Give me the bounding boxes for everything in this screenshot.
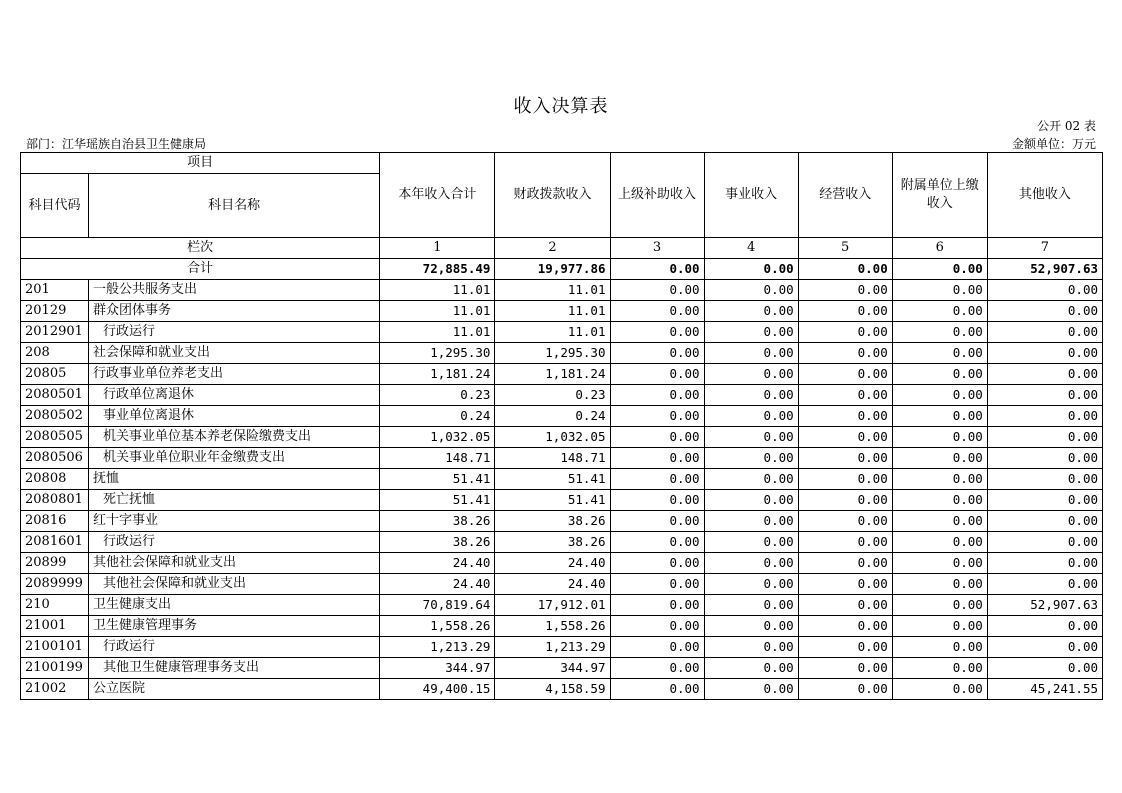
amount-cell: 0.00: [704, 532, 798, 553]
subject-code: 2080506: [21, 448, 89, 469]
amount-unit-label: 金额单位：万元: [1011, 137, 1096, 151]
amount-cell: 0.00: [987, 385, 1102, 406]
subject-name: 行政运行: [89, 532, 380, 553]
amount-cell: 0.00: [704, 322, 798, 343]
amount-cell: 0.00: [704, 280, 798, 301]
col-header-superior-subsidy: 上级补助收入: [610, 153, 704, 238]
amount-cell: 11.01: [380, 322, 495, 343]
amount-cell: 1,558.26: [380, 616, 495, 637]
amount-cell: 0.00: [798, 574, 892, 595]
amount-cell: 0.00: [704, 448, 798, 469]
amount-cell: 0.00: [987, 490, 1102, 511]
subject-code: 20816: [21, 511, 89, 532]
amount-cell: 0.00: [610, 322, 704, 343]
amount-cell: 0.00: [798, 658, 892, 679]
amount-cell: 0.00: [987, 364, 1102, 385]
subject-name: 公立医院: [89, 679, 380, 700]
amount-cell: 0.00: [798, 553, 892, 574]
subject-name: 其他卫生健康管理事务支出: [89, 658, 380, 679]
table-row: [21, 595, 1103, 616]
amount-cell: 148.71: [380, 448, 495, 469]
amount-cell: 0.00: [704, 553, 798, 574]
amount-cell: 11.01: [495, 322, 610, 343]
form-number: 公开 02 表: [1037, 119, 1096, 133]
amount-cell: 148.71: [495, 448, 610, 469]
total-value: 72,885.49: [380, 259, 495, 280]
amount-cell: 0.00: [798, 280, 892, 301]
amount-cell: 0.00: [798, 427, 892, 448]
table-row: [21, 280, 1103, 301]
amount-cell: 0.00: [610, 343, 704, 364]
amount-cell: 24.40: [380, 553, 495, 574]
amount-cell: 0.00: [987, 574, 1102, 595]
subject-name: 机关事业单位基本养老保险缴费支出: [89, 427, 380, 448]
amount-cell: 0.00: [610, 511, 704, 532]
amount-cell: 0.00: [892, 637, 987, 658]
table-row: [21, 406, 1103, 427]
table-row: [21, 322, 1103, 343]
amount-cell: 0.00: [798, 616, 892, 637]
amount-cell: 4,158.59: [495, 679, 610, 700]
amount-cell: 24.40: [495, 574, 610, 595]
amount-cell: 0.00: [610, 280, 704, 301]
amount-cell: 0.00: [610, 427, 704, 448]
subject-code: 2100101: [21, 637, 89, 658]
amount-cell: 0.00: [610, 595, 704, 616]
amount-cell: 0.00: [798, 385, 892, 406]
amount-cell: 0.00: [798, 490, 892, 511]
amount-cell: 0.00: [987, 448, 1102, 469]
amount-cell: 0.00: [704, 385, 798, 406]
amount-cell: 0.00: [610, 574, 704, 595]
amount-cell: 0.00: [892, 658, 987, 679]
amount-cell: 17,912.01: [495, 595, 610, 616]
amount-cell: 1,295.30: [495, 343, 610, 364]
subject-name: 一般公共服务支出: [89, 280, 380, 301]
amount-cell: 0.00: [610, 406, 704, 427]
amount-cell: 11.01: [495, 301, 610, 322]
subject-name: 卫生健康支出: [89, 595, 380, 616]
table-row: [21, 343, 1103, 364]
amount-cell: 0.00: [892, 553, 987, 574]
amount-cell: 1,181.24: [380, 364, 495, 385]
table-row: [21, 658, 1103, 679]
amount-cell: 38.26: [380, 532, 495, 553]
amount-cell: 1,213.29: [380, 637, 495, 658]
amount-cell: 0.00: [704, 616, 798, 637]
amount-cell: 38.26: [495, 511, 610, 532]
amount-cell: 0.00: [798, 322, 892, 343]
column-index: 7: [987, 238, 1102, 259]
subject-code: 210: [21, 595, 89, 616]
amount-cell: 0.00: [704, 658, 798, 679]
amount-cell: 344.97: [495, 658, 610, 679]
subject-code: 2012901: [21, 322, 89, 343]
amount-cell: 0.00: [892, 595, 987, 616]
amount-cell: 38.26: [495, 532, 610, 553]
amount-cell: 1,181.24: [495, 364, 610, 385]
amount-cell: 0.00: [798, 343, 892, 364]
amount-cell: 0.00: [892, 448, 987, 469]
amount-cell: 1,558.26: [495, 616, 610, 637]
amount-cell: 0.00: [892, 532, 987, 553]
amount-cell: 0.00: [987, 280, 1102, 301]
amount-cell: 0.00: [798, 532, 892, 553]
amount-cell: 0.24: [495, 406, 610, 427]
subject-name: 社会保障和就业支出: [89, 343, 380, 364]
subject-code: 2080501: [21, 385, 89, 406]
amount-cell: 0.00: [798, 511, 892, 532]
amount-cell: 0.00: [610, 364, 704, 385]
amount-cell: 0.00: [704, 406, 798, 427]
amount-cell: 0.00: [610, 490, 704, 511]
amount-cell: 0.00: [987, 553, 1102, 574]
subject-name: 其他社会保障和就业支出: [89, 553, 380, 574]
subject-code: 208: [21, 343, 89, 364]
subject-name: 机关事业单位职业年金缴费支出: [89, 448, 380, 469]
subject-name: 行政运行: [89, 637, 380, 658]
col-header-business-income: 事业收入: [704, 153, 798, 238]
amount-cell: 0.00: [798, 406, 892, 427]
amount-cell: 0.00: [892, 469, 987, 490]
amount-cell: 0.00: [610, 679, 704, 700]
department-label: 部门：江华瑶族自治县卫生健康局: [26, 137, 207, 151]
table-row: [21, 427, 1103, 448]
amount-cell: 0.00: [610, 553, 704, 574]
column-index: 2: [495, 238, 610, 259]
amount-cell: 0.00: [704, 637, 798, 658]
amount-cell: 0.00: [987, 532, 1102, 553]
page-title: 收入决算表: [513, 96, 609, 117]
subject-code: 2080801: [21, 490, 89, 511]
subject-code: 2089999: [21, 574, 89, 595]
total-label: 合计: [21, 259, 380, 280]
col-header-other-income: 其他收入: [987, 153, 1102, 238]
subject-code: 2081601: [21, 532, 89, 553]
amount-cell: 1,032.05: [380, 427, 495, 448]
code-header: 科目代码: [21, 174, 89, 238]
amount-cell: 0.00: [610, 448, 704, 469]
amount-cell: 0.00: [987, 616, 1102, 637]
subject-code: 2080502: [21, 406, 89, 427]
amount-cell: 0.00: [892, 280, 987, 301]
amount-cell: 0.00: [987, 658, 1102, 679]
table-row: [21, 469, 1103, 490]
project-header: 项目: [21, 153, 380, 174]
amount-cell: 0.24: [380, 406, 495, 427]
table-row: [21, 637, 1103, 658]
table-row: [21, 364, 1103, 385]
amount-cell: 0.00: [798, 364, 892, 385]
amount-cell: 0.00: [704, 490, 798, 511]
amount-cell: 0.00: [892, 385, 987, 406]
amount-cell: 0.00: [987, 427, 1102, 448]
subject-code: 2080505: [21, 427, 89, 448]
subject-name: 行政单位离退休: [89, 385, 380, 406]
amount-cell: 0.00: [987, 343, 1102, 364]
subject-code: 21002: [21, 679, 89, 700]
amount-cell: 52,907.63: [987, 595, 1102, 616]
amount-cell: 0.00: [798, 637, 892, 658]
amount-cell: 51.41: [380, 490, 495, 511]
amount-cell: 49,400.15: [380, 679, 495, 700]
amount-cell: 0.00: [987, 406, 1102, 427]
amount-cell: 0.00: [798, 301, 892, 322]
total-value: 52,907.63: [987, 259, 1102, 280]
amount-cell: 0.00: [798, 595, 892, 616]
table-row: [21, 616, 1103, 637]
amount-cell: 51.41: [380, 469, 495, 490]
subject-name: 群众团体事务: [89, 301, 380, 322]
amount-cell: 1,213.29: [495, 637, 610, 658]
amount-cell: 0.00: [892, 574, 987, 595]
total-value: 19,977.86: [495, 259, 610, 280]
amount-cell: 0.00: [892, 511, 987, 532]
total-value: 0.00: [892, 259, 987, 280]
total-value: 0.00: [704, 259, 798, 280]
amount-cell: 0.00: [892, 616, 987, 637]
amount-cell: 0.00: [798, 448, 892, 469]
subject-name: 抚恤: [89, 469, 380, 490]
amount-cell: 0.00: [704, 679, 798, 700]
amount-cell: 0.00: [704, 574, 798, 595]
amount-cell: 0.00: [987, 637, 1102, 658]
subject-code: 20805: [21, 364, 89, 385]
amount-cell: 11.01: [495, 280, 610, 301]
amount-cell: 0.00: [892, 679, 987, 700]
column-index: 5: [798, 238, 892, 259]
amount-cell: 0.00: [610, 637, 704, 658]
amount-cell: 0.00: [892, 322, 987, 343]
col-header-affiliated-remittance: 附属单位上缴收入: [892, 153, 987, 238]
amount-cell: 344.97: [380, 658, 495, 679]
subject-name: 死亡抚恤: [89, 490, 380, 511]
amount-cell: 0.00: [892, 364, 987, 385]
amount-cell: 0.00: [987, 322, 1102, 343]
amount-cell: 0.23: [380, 385, 495, 406]
amount-cell: 24.40: [495, 553, 610, 574]
amount-cell: 0.00: [892, 301, 987, 322]
table-row: [21, 511, 1103, 532]
total-row: [21, 259, 1103, 280]
table-row: [21, 301, 1103, 322]
table-row: [21, 679, 1103, 700]
table-row: [21, 448, 1103, 469]
table-row: [21, 490, 1103, 511]
subject-code: 20808: [21, 469, 89, 490]
amount-cell: 0.00: [704, 301, 798, 322]
subject-code: 201: [21, 280, 89, 301]
column-index: 6: [892, 238, 987, 259]
amount-cell: 38.26: [380, 511, 495, 532]
amount-cell: 70,819.64: [380, 595, 495, 616]
amount-cell: 0.00: [892, 427, 987, 448]
amount-cell: 0.00: [892, 490, 987, 511]
column-index: 4: [704, 238, 798, 259]
amount-cell: 51.41: [495, 490, 610, 511]
amount-cell: 0.00: [610, 301, 704, 322]
amount-cell: 51.41: [495, 469, 610, 490]
income-final-accounts-table: [20, 152, 1103, 700]
column-index: 3: [610, 238, 704, 259]
amount-cell: 0.00: [704, 595, 798, 616]
amount-cell: 0.00: [892, 343, 987, 364]
amount-cell: 11.01: [380, 301, 495, 322]
subject-code: 21001: [21, 616, 89, 637]
amount-cell: 0.00: [610, 532, 704, 553]
amount-cell: 0.00: [704, 511, 798, 532]
amount-cell: 1,295.30: [380, 343, 495, 364]
subject-name: 其他社会保障和就业支出: [89, 574, 380, 595]
amount-cell: 1,032.05: [495, 427, 610, 448]
subject-code: 2100199: [21, 658, 89, 679]
amount-cell: 0.00: [610, 385, 704, 406]
subject-name: 红十字事业: [89, 511, 380, 532]
subject-name: 行政事业单位养老支出: [89, 364, 380, 385]
name-header: 科目名称: [89, 174, 380, 238]
col-header-fiscal-appropriation: 财政拨款收入: [495, 153, 610, 238]
table-row: [21, 553, 1103, 574]
amount-cell: 0.00: [704, 364, 798, 385]
table-row: [21, 532, 1103, 553]
amount-cell: 0.00: [798, 679, 892, 700]
amount-cell: 0.00: [704, 343, 798, 364]
row-index-label: 栏次: [21, 238, 380, 259]
amount-cell: 11.01: [380, 280, 495, 301]
total-value: 0.00: [798, 259, 892, 280]
amount-cell: 0.00: [704, 427, 798, 448]
col-header-operating-income: 经营收入: [798, 153, 892, 238]
subject-name: 卫生健康管理事务: [89, 616, 380, 637]
table-row: [21, 385, 1103, 406]
amount-cell: 0.00: [987, 511, 1102, 532]
subject-name: 行政运行: [89, 322, 380, 343]
table-row: [21, 574, 1103, 595]
amount-cell: 0.00: [987, 469, 1102, 490]
col-header-total-income: 本年收入合计: [380, 153, 495, 238]
subject-code: 20129: [21, 301, 89, 322]
column-index: 1: [380, 238, 495, 259]
total-value: 0.00: [610, 259, 704, 280]
amount-cell: 0.00: [610, 469, 704, 490]
amount-cell: 0.00: [704, 469, 798, 490]
amount-cell: 0.00: [892, 406, 987, 427]
amount-cell: 0.00: [987, 301, 1102, 322]
amount-cell: 0.00: [798, 469, 892, 490]
subject-name: 事业单位离退休: [89, 406, 380, 427]
amount-cell: 0.23: [495, 385, 610, 406]
amount-cell: 0.00: [610, 616, 704, 637]
amount-cell: 24.40: [380, 574, 495, 595]
amount-cell: 45,241.55: [987, 679, 1102, 700]
amount-cell: 0.00: [610, 658, 704, 679]
subject-code: 20899: [21, 553, 89, 574]
